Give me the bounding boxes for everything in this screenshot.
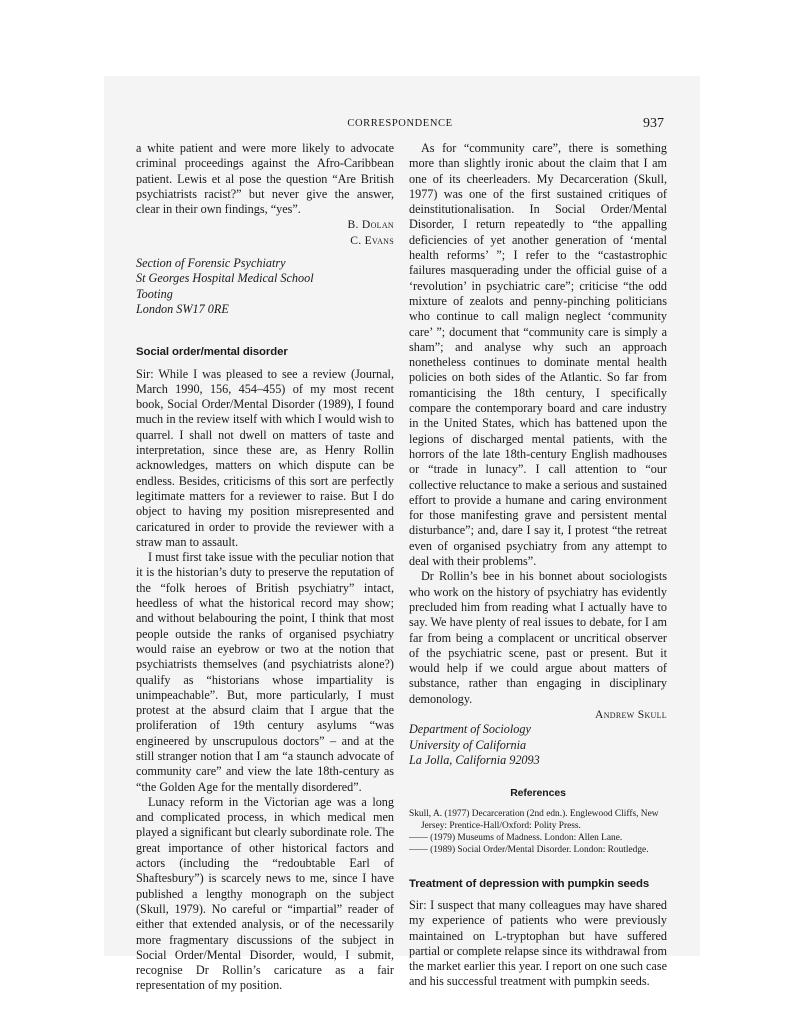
references-list xyxy=(409,809,667,856)
letter-heading-social-order: Social order/mental disorder xyxy=(136,346,288,359)
address-line: Section of Forensic Psychiatry xyxy=(136,256,286,271)
references-heading: References xyxy=(510,787,566,800)
address-line: St Georges Hospital Medical School xyxy=(136,271,314,286)
reference-item: —— (1979) Museums of Madness. London: Allen Lane. xyxy=(409,833,623,844)
signature-evans: C. Evans xyxy=(350,233,394,247)
signature-dolan: B. Dolan xyxy=(347,218,394,232)
body-paragraph: Lunacy reform in the Victorian age was a long and complicated process, in which medical men played a significant but clearly subordinate role. The great importance of other historical factors and actors (including the “redoubtable Earl of Shaftesbury”) is scarcely news to me, since I have published a lengthy monograph on the subject (Skull, 1979). No careful or “impartial” reader of either that extended analysis, or of the necessarily more fragmentary discussions of the subject in Social Order/Mental Disorder, would, I submit, recognise Dr Rollin’s caricature as a fair representation of my position. xyxy=(136,794,394,993)
address-line: University of California xyxy=(409,737,527,752)
signature-skull: Andrew Skull xyxy=(595,707,667,721)
address-line: Department of Sociology xyxy=(409,722,531,737)
body-paragraph: Dr Rollin’s bee in his bonnet about sociologists who work on the history of psychiatry has evidently precluded him from reading what I actually have to say. We have plenty of real issues to debate, for I am far from being a complacent or uncritical observer of the psychiatric scene, past or present. But it would help if we could argue about matters of substance, rather than engaging in disciplinary demonology. xyxy=(409,569,667,706)
body-paragraph: I must first take issue with the peculiar notion that it is the historian’s duty to preserve the reputation of the “folk heroes of British psychiatry” intact, heedless of what the historical record may show; and without belabouring the point, I think that most people outside the ranks of organised psychiatry would raise an eyebrow or two at the notion that psychiatrists themselves (and psychiatrists alone?) qualify as “historians whose impartiality is unimpeachable”. But, more particularly, I must protest at the absurd claim that I argue that the proliferation of 19th century asylums “was engineered by unscrupulous doctors” – and at the still stranger notion that I am “a staunch advocate of community care” and view the late 18th-century as “the Golden Age for the mentally disordered”. xyxy=(136,550,394,794)
author-address-block xyxy=(409,722,667,768)
reference-item: Skull, A. (1977) Decarceration (2nd edn.). Englewood Cliffs, New Jersey: Prentice-Hall/Oxford: Polity Press. xyxy=(409,809,659,832)
right-column xyxy=(409,141,667,990)
author-address-block xyxy=(136,256,394,317)
address-line: La Jolla, California 92093 xyxy=(409,752,540,767)
page-number: 937 xyxy=(643,116,664,131)
letter-heading-pumpkin-seeds: Treatment of depression with pumpkin seeds xyxy=(409,877,650,890)
body-paragraph: Sir: I suspect that many colleagues may have shared my experience of patients who were previously maintained on L-tryptophan but have suffered partial or complete relapse since its withdrawal from the market earlier this year. I report on one such case and his successful treatment with pumpkin seeds. xyxy=(409,897,667,989)
section-title: CORRESPONDENCE xyxy=(347,118,453,129)
running-head xyxy=(136,118,664,134)
letter-ending-text: a white patient and were more likely to advocate criminal proceedings against the Afro-Caribbean patient. Lewis et al pose the question “Are British psychiatrists racist?” but never give the answer, clear in their own findings, “yes”. xyxy=(136,141,394,217)
address-line: Tooting xyxy=(136,286,173,301)
address-line: London SW17 0RE xyxy=(136,301,229,316)
reference-item: —— (1989) Social Order/Mental Disorder. London: Routledge. xyxy=(409,844,649,855)
body-paragraph: Sir: While I was pleased to see a review (Journal, March 1990, 156, 454–455) of my most recent book, Social Order/Mental Disorder (1989), I found much in the review itself with which I would wish to quarrel. I shall not dwell on matters of taste and interpretation, since these are, as Henry Rollin acknowledges, matters on which dispute can be endless. Besides, criticisms of this sort are perfectly legitimate matters for a reviewer to raise. But I do object to having my position misrepresented and caricatured in order to provide the reviewer with a straw man to assault. xyxy=(136,366,394,549)
left-column xyxy=(136,141,394,994)
body-paragraph: As for “community care”, there is something more than slightly ironic about the claim that I am one of its cheerleaders. My Decarceration (Skull, 1977) was one of the first sustained critiques of deinstitutionalisation. In Social Order/Mental Disorder, I return repeatedly to “the appalling deficiencies of yet another generation of ‘mental health reforms’ ”; I refer to the “castastrophic failures masquerading under the official guise of a ‘revolution’ in psychiatric care”; criticise “the odd mixture of zealots and penny-pinching politicians who continue to call malign neglect ‘community care’ ”; document that “community care is simply a sham”; and analyse why such an approach nonetheless continues to dominate mental health policies on both sides of the Atlantic. So far from romanticising the 18th century, I specifically compare the contemporary board and care industry in the United States, which has battened upon the legions of discharged mental patients, with the horrors of the late 18th-century English madhouses or “trade in lunacy”. I call attention to “our collective reluctance to make a serious and sustained effort to provide a humane and caring environment for those manifesting grave and persistent mental disturbance”; and, dare I say it, I protest “the retreat even of organised psychiatry from any attempt to deal with their problems”. xyxy=(409,141,667,569)
